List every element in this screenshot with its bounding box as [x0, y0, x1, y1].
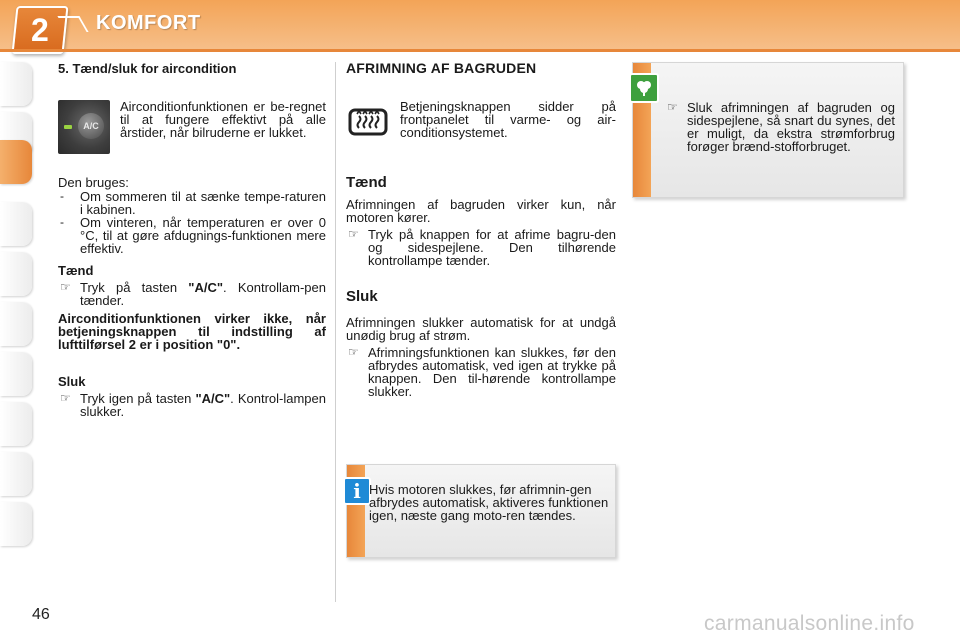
chapter-header — [0, 0, 960, 52]
eco-leaf-icon — [629, 73, 659, 103]
chapter-tab[interactable] — [0, 402, 32, 446]
ac-on-heading: Tænd — [58, 263, 94, 278]
page-number: 46 — [32, 606, 50, 623]
chapter-tab[interactable] — [0, 252, 32, 296]
rear-defrost-icon — [348, 104, 388, 138]
pointing-hand-icon: ☞ — [60, 280, 71, 294]
pointing-hand-icon: ☞ — [667, 100, 678, 114]
left-column — [58, 61, 326, 419]
chapter-tab[interactable] — [0, 302, 32, 346]
column-divider — [335, 62, 336, 602]
chapter-tab[interactable] — [0, 352, 32, 396]
ac-off-heading: Sluk — [58, 374, 86, 389]
defrost-on-instruction: ☞ Tryk på knappen for at afrime bagru-den og sidespejlene. Den tilhørende kontrollampe tænder. — [348, 227, 616, 268]
defrost-off-text: Afrimningen slukker automatisk for at undgå unødig brug af strøm. — [346, 315, 616, 343]
defrost-on-text: Afrimningen af bagruden virker kun, når motoren kører. — [346, 197, 616, 225]
chapter-tab[interactable] — [0, 62, 32, 106]
chapter-tabs — [0, 62, 34, 574]
usage-item: - Om vinteren, når temperaturen er over 0 °C, til at gøre afdugnings-funktionen mere effektiv. — [60, 215, 326, 256]
pointing-hand-icon: ☞ — [60, 391, 71, 405]
ac-intro: Airconditionfunktionen er be-regnet til at fungere effektivt på alle årstider, når bilruderne er lukket. — [120, 99, 326, 140]
middle-column — [346, 60, 616, 399]
ac-off-instruction: ☞ Tryk igen på tasten "A/C". Kontrol-lampen slukker. — [60, 391, 326, 419]
chapter-tab[interactable] — [0, 452, 32, 496]
defrost-on-heading: Tænd — [346, 174, 387, 191]
watermark: carmanualsonline.info — [704, 612, 915, 635]
pointing-hand-icon: ☞ — [348, 227, 359, 241]
defrost-off-instruction: ☞ Afrimningsfunktionen kan slukkes, før den afbrydes automatisk, ved igen at trykke på knappen. Den til-hørende kontrollampe slukker. — [348, 345, 616, 399]
ac-warning: Airconditionfunktionen virker ikke, når betjeningsknappen til indstilling af lufttilførsel 2 er i position "0". — [58, 311, 326, 352]
eco-tip-box — [632, 62, 904, 198]
chapter-number-badge — [11, 6, 68, 54]
ac-on-instruction: ☞ Tryk på tasten "A/C". Kontrollam-pen tænder. — [60, 280, 326, 308]
ac-heading: 5. Tænd/sluk for aircondition — [58, 61, 237, 76]
ac-button-image — [58, 100, 110, 154]
chapter-tab[interactable] — [0, 202, 32, 246]
chapter-number: 2 — [31, 11, 49, 48]
info-icon: i — [343, 477, 371, 505]
usage-item: - Om sommeren til at sænke tempe-raturen i kabinen. — [60, 189, 326, 217]
usage-label: Den bruges: — [58, 175, 129, 190]
info-box — [346, 464, 616, 558]
page-title: KOMFORT — [96, 12, 201, 34]
info-text: Hvis motoren slukkes, før afrimnin-gen afbrydes automatisk, aktiveres funktionen igen, næste gang moto-ren tændes. — [369, 482, 609, 523]
defrost-heading: AFRIMNING AF BAGRUDEN — [346, 60, 537, 76]
indicator-led-icon — [64, 125, 72, 129]
defrost-intro: Betjeningsknappen sidder på frontpanelet til varme- og air-conditionsystemet. — [400, 99, 616, 140]
ac-knob-icon: A/C — [78, 113, 104, 139]
chapter-tab-active[interactable] — [0, 140, 32, 184]
eco-tip-text: ☞ Sluk afrimningen af bagruden og sidespejlene, så snart du synes, det er muligt, da ekstra strømforbrug forøger brænd-stofforbruget. — [667, 100, 895, 154]
pointing-hand-icon: ☞ — [348, 345, 359, 359]
chapter-tab[interactable] — [0, 502, 32, 546]
defrost-off-heading: Sluk — [346, 288, 378, 305]
